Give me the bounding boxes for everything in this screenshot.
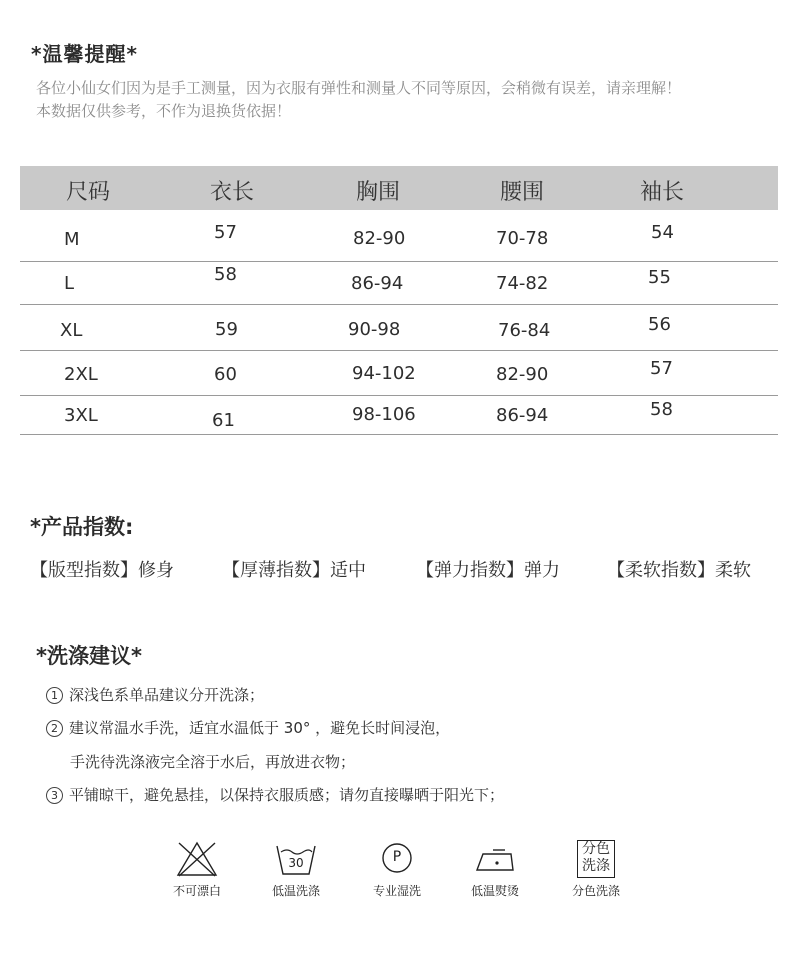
table-cell: 70-78 (496, 228, 549, 249)
care-wash-30 (256, 840, 336, 899)
table-cell: 86-94 (496, 405, 549, 426)
box-line-2: 洗涤 (582, 858, 610, 874)
washing-text: 深浅色系单品建议分开洗涤； (69, 686, 265, 704)
washing-item-2-cont: 手洗待洗涤液完全溶于水后，再放进衣物； (70, 753, 356, 771)
box-line-1: 分色 (582, 841, 610, 857)
care-label: 低温熨烫 (470, 884, 519, 898)
table-cell: 57 (214, 222, 237, 243)
row-divider (20, 304, 778, 305)
table-cell: 90-98 (348, 319, 401, 340)
row-divider (20, 434, 778, 435)
table-cell: 2XL (64, 364, 98, 385)
care-label: 专业湿洗 (372, 884, 421, 898)
item-number: 3 (46, 787, 63, 804)
header-length: 衣长 (210, 180, 255, 205)
washing-item-3 (46, 784, 504, 805)
wash-temp: 30 (288, 856, 304, 870)
table-cell: 74-82 (496, 273, 549, 294)
table-cell: 98-106 (352, 404, 416, 425)
item-number: 1 (46, 687, 63, 704)
index-softness: 【柔软指数】柔软 (607, 560, 751, 581)
table-cell: 58 (650, 399, 673, 420)
table-cell: 58 (214, 264, 237, 285)
table-cell: 57 (650, 358, 673, 379)
washing-item-1 (46, 684, 264, 705)
table-cell: 56 (648, 314, 671, 335)
header-waist: 腰围 (500, 180, 545, 205)
table-cell: 94-102 (352, 363, 416, 384)
notice-title: *温馨提醒* (31, 42, 138, 66)
care-low-iron (455, 840, 535, 899)
row-divider (20, 395, 778, 396)
row-divider (20, 350, 778, 351)
care-professional-wet (357, 840, 437, 899)
washing-item-2 (46, 717, 450, 738)
low-iron-icon (471, 840, 519, 878)
notice-line-1: 各位小仙女们因为是手工测量，因为衣服有弹性和测量人不同等原因，会稍微有误差，请亲理解！ (36, 79, 682, 97)
care-separate-colors (556, 840, 636, 899)
wet-clean-letter: P (392, 849, 402, 865)
row-divider (20, 261, 778, 262)
index-fit: 【版型指数】修身 (30, 560, 174, 581)
table-cell: 3XL (64, 405, 98, 426)
care-no-bleach (157, 840, 237, 899)
header-size: 尺码 (66, 180, 111, 205)
table-cell: M (64, 229, 80, 250)
care-label: 不可漂白 (172, 884, 221, 898)
size-table (20, 166, 778, 436)
separate-colors-icon (577, 840, 615, 878)
professional-wet-clean-icon (375, 840, 419, 878)
table-cell: XL (60, 320, 83, 341)
table-cell: L (64, 273, 75, 294)
table-cell: 60 (214, 364, 237, 385)
no-bleach-icon (175, 840, 219, 878)
table-header (20, 166, 778, 210)
washing-title: *洗涤建议* (36, 644, 142, 668)
care-label: 低温洗涤 (271, 884, 320, 898)
table-cell: 86-94 (351, 273, 404, 294)
header-chest: 胸围 (356, 180, 401, 205)
wash-30-icon (274, 840, 318, 878)
table-cell: 82-90 (353, 228, 406, 249)
table-cell: 61 (212, 410, 235, 431)
table-cell: 82-90 (496, 364, 549, 385)
table-cell: 59 (215, 319, 238, 340)
header-sleeve: 袖长 (640, 180, 685, 205)
product-index-title: *产品指数: (30, 515, 134, 539)
notice-line-2: 本数据仅供参考，不作为退换货依据！ (36, 102, 292, 120)
item-number: 2 (46, 720, 63, 737)
table-cell: 55 (648, 267, 671, 288)
care-label: 分色洗涤 (571, 884, 620, 898)
index-thickness: 【厚薄指数】适中 (222, 560, 366, 581)
index-elasticity: 【弹力指数】弹力 (416, 560, 560, 581)
washing-text: 平铺晾干，避免悬挂，以保持衣服质感；请勿直接曝晒于阳光下； (69, 786, 505, 804)
washing-text: 建议常温水手洗，适宜水温低于 30° ，避免长时间浸泡， (69, 719, 451, 737)
table-cell: 54 (651, 222, 674, 243)
table-cell: 76-84 (498, 320, 551, 341)
